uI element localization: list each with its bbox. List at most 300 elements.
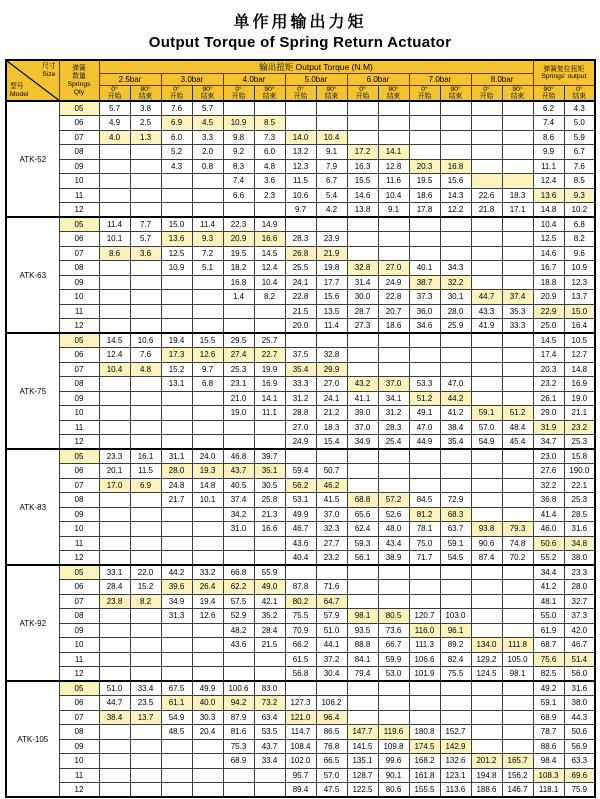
torque-cell bbox=[130, 435, 161, 450]
torque-cell: 156.2 bbox=[502, 768, 533, 783]
torque-cell: 84.1 bbox=[347, 652, 378, 667]
torque-cell: 93.5 bbox=[347, 623, 378, 638]
torque-cell: 3.3 bbox=[192, 130, 223, 145]
torque-cell: 43.6 bbox=[223, 638, 254, 653]
qty-cell: 07 bbox=[59, 710, 99, 725]
torque-cell: 100.6 bbox=[223, 681, 254, 696]
torque-cell: 7.6 bbox=[564, 159, 595, 174]
torque-cell: 155.5 bbox=[409, 783, 440, 798]
torque-cell: 32.8 bbox=[316, 348, 347, 363]
qty-cell: 07 bbox=[59, 594, 99, 609]
torque-cell: 67.5 bbox=[161, 681, 192, 696]
torque-cell bbox=[440, 246, 471, 261]
torque-cell bbox=[99, 377, 130, 392]
table-row bbox=[6, 493, 595, 508]
torque-cell: 180.8 bbox=[409, 725, 440, 740]
torque-cell: 18.3 bbox=[316, 420, 347, 435]
table-row bbox=[6, 478, 595, 493]
qty-cell: 12 bbox=[59, 435, 99, 450]
table-row bbox=[6, 101, 595, 116]
torque-cell: 7.7 bbox=[130, 217, 161, 232]
torque-cell: 39.0 bbox=[347, 406, 378, 421]
torque-cell: 76.8 bbox=[316, 739, 347, 754]
torque-cell bbox=[471, 145, 502, 160]
torque-cell: 12.6 bbox=[192, 348, 223, 363]
torque-cell: 123.1 bbox=[440, 768, 471, 783]
torque-cell bbox=[378, 449, 409, 464]
torque-cell bbox=[316, 565, 347, 580]
torque-cell bbox=[192, 754, 223, 769]
torque-cell bbox=[99, 203, 130, 218]
torque-cell: 19.4 bbox=[161, 333, 192, 348]
torque-cell: 106.2 bbox=[316, 696, 347, 711]
torque-cell bbox=[285, 449, 316, 464]
torque-cell: 74.8 bbox=[502, 536, 533, 551]
torque-cell bbox=[192, 667, 223, 682]
table-row bbox=[6, 754, 595, 769]
torque-cell: 18.6 bbox=[378, 319, 409, 334]
torque-cell bbox=[378, 246, 409, 261]
torque-cell: 66.8 bbox=[223, 565, 254, 580]
torque-cell bbox=[254, 667, 285, 682]
qty-cell: 08 bbox=[59, 145, 99, 160]
table-row bbox=[6, 246, 595, 261]
qty-cell: 05 bbox=[59, 449, 99, 464]
torque-cell: 62.4 bbox=[347, 522, 378, 537]
torque-cell: 14.6 bbox=[533, 246, 564, 261]
torque-cell bbox=[99, 609, 130, 624]
torque-cell bbox=[130, 768, 161, 783]
torque-cell: 53.5 bbox=[254, 725, 285, 740]
torque-cell: 103.0 bbox=[440, 609, 471, 624]
torque-cell bbox=[378, 696, 409, 711]
torque-cell bbox=[161, 406, 192, 421]
torque-cell bbox=[378, 348, 409, 363]
torque-cell bbox=[99, 667, 130, 682]
torque-cell: 40.0 bbox=[192, 696, 223, 711]
torque-cell: 174.5 bbox=[409, 739, 440, 754]
torque-cell bbox=[130, 507, 161, 522]
torque-cell: 63.7 bbox=[440, 522, 471, 537]
torque-cell bbox=[285, 565, 316, 580]
torque-table bbox=[5, 59, 596, 798]
torque-cell bbox=[409, 145, 440, 160]
torque-cell bbox=[409, 130, 440, 145]
torque-cell: 102.0 bbox=[285, 754, 316, 769]
torque-cell: 57.5 bbox=[223, 594, 254, 609]
torque-cell bbox=[440, 348, 471, 363]
torque-cell: 79.4 bbox=[347, 667, 378, 682]
torque-cell: 37.3 bbox=[564, 609, 595, 624]
torque-cell bbox=[130, 551, 161, 566]
torque-cell: 69.6 bbox=[564, 768, 595, 783]
torque-cell bbox=[347, 565, 378, 580]
torque-cell bbox=[99, 522, 130, 537]
torque-cell bbox=[192, 638, 223, 653]
springs-qty-header: 弹簧 数量 Springs Qty bbox=[59, 60, 99, 101]
torque-cell bbox=[192, 319, 223, 334]
torque-cell: 11.6 bbox=[378, 174, 409, 189]
torque-cell bbox=[254, 203, 285, 218]
torque-cell: 75.3 bbox=[223, 739, 254, 754]
torque-cell bbox=[99, 391, 130, 406]
torque-cell: 142.9 bbox=[440, 739, 471, 754]
torque-cell: 90.6 bbox=[471, 536, 502, 551]
torque-cell: 36.8 bbox=[533, 493, 564, 508]
torque-cell: 8.2 bbox=[254, 290, 285, 305]
torque-cell: 118.1 bbox=[533, 783, 564, 798]
torque-cell bbox=[254, 768, 285, 783]
torque-cell: 59.9 bbox=[378, 652, 409, 667]
torque-cell bbox=[440, 362, 471, 377]
table-row bbox=[6, 304, 595, 319]
torque-cell: 28.0 bbox=[161, 464, 192, 479]
torque-cell: 14.9 bbox=[254, 217, 285, 232]
torque-cell: 13.1 bbox=[161, 377, 192, 392]
torque-cell: 98.4 bbox=[533, 754, 564, 769]
torque-cell bbox=[130, 522, 161, 537]
torque-cell: 43.4 bbox=[378, 536, 409, 551]
torque-cell: 38.7 bbox=[409, 275, 440, 290]
torque-cell: 26.8 bbox=[285, 246, 316, 261]
torque-cell: 7.4 bbox=[533, 116, 564, 131]
model-header-label: 型号 Model bbox=[10, 83, 29, 98]
torque-cell bbox=[99, 188, 130, 203]
torque-cell bbox=[440, 217, 471, 232]
torque-cell: 147.7 bbox=[347, 725, 378, 740]
torque-cell bbox=[223, 768, 254, 783]
torque-cell bbox=[223, 101, 254, 116]
table-row bbox=[6, 217, 595, 232]
torque-cell bbox=[471, 681, 502, 696]
torque-cell: 12.4 bbox=[533, 174, 564, 189]
torque-cell: 124.5 bbox=[471, 667, 502, 682]
torque-cell: 46.2 bbox=[316, 478, 347, 493]
torque-cell: 70.2 bbox=[502, 551, 533, 566]
torque-cell: 17.7 bbox=[316, 275, 347, 290]
torque-cell bbox=[99, 507, 130, 522]
torque-cell bbox=[285, 101, 316, 116]
page-title-zh: 单作用输出力矩 bbox=[233, 14, 367, 31]
torque-cell: 13.2 bbox=[285, 145, 316, 160]
torque-cell: 113.6 bbox=[440, 783, 471, 798]
table-row bbox=[6, 536, 595, 551]
torque-cell: 42.1 bbox=[254, 594, 285, 609]
table-row bbox=[6, 391, 595, 406]
torque-cell: 19.3 bbox=[192, 464, 223, 479]
torque-cell: 37.0 bbox=[378, 377, 409, 392]
torque-cell bbox=[254, 420, 285, 435]
torque-cell: 21.8 bbox=[471, 203, 502, 218]
qty-cell: 05 bbox=[59, 333, 99, 348]
torque-cell bbox=[409, 696, 440, 711]
torque-cell: 35.1 bbox=[254, 464, 285, 479]
torque-cell: 7.4 bbox=[223, 174, 254, 189]
torque-cell bbox=[130, 203, 161, 218]
torque-cell: 13.8 bbox=[347, 203, 378, 218]
torque-cell: 30.5 bbox=[254, 478, 285, 493]
torque-cell bbox=[285, 116, 316, 131]
table-row bbox=[6, 275, 595, 290]
torque-cell: 10.1 bbox=[99, 232, 130, 247]
torque-cell: 82.5 bbox=[533, 667, 564, 682]
torque-cell: 14.5 bbox=[99, 333, 130, 348]
torque-cell: 132.6 bbox=[440, 754, 471, 769]
torque-cell: 4.8 bbox=[254, 159, 285, 174]
torque-cell: 54.9 bbox=[471, 435, 502, 450]
torque-cell: 65.6 bbox=[347, 507, 378, 522]
torque-cell: 95.7 bbox=[285, 768, 316, 783]
torque-cell: 40.5 bbox=[223, 478, 254, 493]
torque-cell bbox=[130, 725, 161, 740]
torque-cell bbox=[99, 739, 130, 754]
torque-cell: 75.5 bbox=[285, 609, 316, 624]
torque-cell: 61.5 bbox=[285, 652, 316, 667]
torque-cell: 10.5 bbox=[564, 333, 595, 348]
torque-cell: 7.6 bbox=[130, 348, 161, 363]
table-row bbox=[6, 319, 595, 334]
torque-cell: 2.0 bbox=[192, 145, 223, 160]
qty-cell: 11 bbox=[59, 188, 99, 203]
torque-cell bbox=[99, 261, 130, 276]
torque-cell: 43.7 bbox=[254, 739, 285, 754]
torque-cell bbox=[440, 696, 471, 711]
table-row bbox=[6, 116, 595, 131]
end-angle-header: 90° 结束 bbox=[254, 86, 285, 102]
torque-cell bbox=[502, 594, 533, 609]
torque-cell bbox=[347, 362, 378, 377]
torque-cell bbox=[471, 217, 502, 232]
torque-cell: 48.5 bbox=[161, 725, 192, 740]
torque-cell: 96.4 bbox=[316, 710, 347, 725]
torque-cell: 25.0 bbox=[533, 319, 564, 334]
torque-cell bbox=[161, 319, 192, 334]
torque-cell bbox=[409, 232, 440, 247]
torque-cell: 14.5 bbox=[254, 246, 285, 261]
torque-cell bbox=[285, 681, 316, 696]
torque-cell bbox=[502, 101, 533, 116]
torque-cell: 32.2 bbox=[440, 275, 471, 290]
torque-cell: 27.0 bbox=[285, 420, 316, 435]
torque-cell: 28.3 bbox=[285, 232, 316, 247]
qty-cell: 06 bbox=[59, 580, 99, 595]
torque-cell: 129.2 bbox=[471, 652, 502, 667]
qty-cell: 08 bbox=[59, 493, 99, 508]
table-row bbox=[6, 449, 595, 464]
table-row bbox=[6, 667, 595, 682]
torque-cell bbox=[409, 449, 440, 464]
torque-cell bbox=[471, 739, 502, 754]
torque-cell bbox=[440, 449, 471, 464]
torque-cell bbox=[502, 391, 533, 406]
torque-cell bbox=[502, 739, 533, 754]
torque-cell bbox=[130, 536, 161, 551]
torque-cell: 98.1 bbox=[347, 609, 378, 624]
start-angle-header: 0° 开始 bbox=[347, 86, 378, 102]
torque-cell: 13.6 bbox=[533, 188, 564, 203]
torque-cell bbox=[502, 449, 533, 464]
title-block bbox=[0, 0, 600, 51]
torque-cell: 9.6 bbox=[564, 246, 595, 261]
torque-cell: 10.9 bbox=[161, 261, 192, 276]
torque-cell: 108.3 bbox=[533, 768, 564, 783]
table-row bbox=[6, 377, 595, 392]
torque-cell: 17.4 bbox=[533, 348, 564, 363]
torque-cell: 56.2 bbox=[285, 478, 316, 493]
torque-cell: 12.4 bbox=[99, 348, 130, 363]
torque-cell bbox=[471, 725, 502, 740]
torque-cell: 25.5 bbox=[285, 261, 316, 276]
torque-cell bbox=[223, 435, 254, 450]
torque-cell: 16.3 bbox=[347, 159, 378, 174]
torque-cell: 20.4 bbox=[192, 725, 223, 740]
torque-cell: 57.0 bbox=[471, 420, 502, 435]
torque-cell bbox=[99, 551, 130, 566]
torque-cell: 18.6 bbox=[409, 188, 440, 203]
output-torque-header: 输出扭矩 Output Torque (N.M) bbox=[99, 60, 533, 74]
torque-cell bbox=[161, 174, 192, 189]
torque-cell: 21.3 bbox=[254, 507, 285, 522]
torque-cell bbox=[409, 101, 440, 116]
torque-cell: 6.9 bbox=[161, 116, 192, 131]
pressure-header: 8.0bar bbox=[471, 74, 533, 86]
torque-cell: 11.4 bbox=[99, 217, 130, 232]
torque-cell bbox=[130, 145, 161, 160]
torque-cell: 37.0 bbox=[347, 420, 378, 435]
torque-cell bbox=[502, 725, 533, 740]
torque-cell: 4.8 bbox=[130, 362, 161, 377]
torque-cell: 23.2 bbox=[316, 551, 347, 566]
torque-cell: 8.6 bbox=[99, 246, 130, 261]
torque-cell bbox=[347, 696, 378, 711]
torque-cell: 23.2 bbox=[564, 420, 595, 435]
torque-cell: 101.9 bbox=[409, 667, 440, 682]
torque-cell bbox=[161, 783, 192, 798]
torque-cell: 28.4 bbox=[254, 623, 285, 638]
torque-cell: 25.3 bbox=[564, 435, 595, 450]
torque-cell bbox=[316, 116, 347, 131]
torque-cell bbox=[192, 435, 223, 450]
torque-cell: 18.3 bbox=[502, 188, 533, 203]
torque-cell: 81.2 bbox=[409, 507, 440, 522]
torque-cell bbox=[440, 145, 471, 160]
torque-cell bbox=[409, 478, 440, 493]
torque-cell: 5.9 bbox=[564, 130, 595, 145]
torque-cell: 50.6 bbox=[564, 725, 595, 740]
torque-cell bbox=[502, 580, 533, 595]
torque-cell: 16.9 bbox=[564, 377, 595, 392]
torque-cell: 49.1 bbox=[409, 406, 440, 421]
torque-cell bbox=[378, 232, 409, 247]
torque-cell: 36.0 bbox=[409, 304, 440, 319]
torque-cell bbox=[378, 333, 409, 348]
torque-cell: 53.3 bbox=[409, 377, 440, 392]
torque-cell bbox=[502, 710, 533, 725]
torque-cell: 14.0 bbox=[285, 130, 316, 145]
torque-cell: 54.9 bbox=[161, 710, 192, 725]
torque-cell bbox=[502, 565, 533, 580]
torque-cell: 152.7 bbox=[440, 725, 471, 740]
torque-cell: 15.0 bbox=[161, 217, 192, 232]
torque-cell: 32.7 bbox=[564, 594, 595, 609]
qty-cell: 10 bbox=[59, 754, 99, 769]
torque-cell: 10.6 bbox=[285, 188, 316, 203]
qty-cell: 05 bbox=[59, 565, 99, 580]
torque-cell: 10.4 bbox=[316, 130, 347, 145]
torque-cell bbox=[471, 391, 502, 406]
torque-cell: 14.8 bbox=[564, 362, 595, 377]
torque-cell bbox=[440, 710, 471, 725]
torque-cell: 23.3 bbox=[99, 449, 130, 464]
torque-cell: 22.9 bbox=[533, 304, 564, 319]
torque-cell: 23.8 bbox=[99, 594, 130, 609]
torque-cell bbox=[440, 594, 471, 609]
torque-cell: 28.0 bbox=[564, 580, 595, 595]
torque-cell: 34.4 bbox=[533, 565, 564, 580]
torque-cell: 93.8 bbox=[471, 522, 502, 537]
size-model-header bbox=[6, 60, 59, 101]
table-row bbox=[6, 348, 595, 363]
torque-cell bbox=[409, 580, 440, 595]
torque-cell bbox=[409, 348, 440, 363]
torque-cell: 72.9 bbox=[440, 493, 471, 508]
qty-cell: 05 bbox=[59, 101, 99, 116]
torque-cell bbox=[161, 522, 192, 537]
torque-cell bbox=[99, 275, 130, 290]
torque-cell: 4.3 bbox=[564, 101, 595, 116]
torque-cell: 21.5 bbox=[254, 638, 285, 653]
torque-cell: 56.9 bbox=[564, 739, 595, 754]
torque-cell bbox=[130, 638, 161, 653]
torque-cell: 68.7 bbox=[533, 638, 564, 653]
torque-cell: 2.5 bbox=[130, 116, 161, 131]
torque-cell: 34.9 bbox=[347, 435, 378, 450]
torque-cell bbox=[130, 261, 161, 276]
torque-cell: 68.9 bbox=[533, 710, 564, 725]
torque-cell: 20.9 bbox=[533, 290, 564, 305]
torque-cell: 37.4 bbox=[502, 290, 533, 305]
torque-cell bbox=[409, 681, 440, 696]
table-row bbox=[6, 435, 595, 450]
torque-cell: 41.1 bbox=[347, 391, 378, 406]
torque-cell: 29.9 bbox=[316, 362, 347, 377]
torque-cell bbox=[471, 377, 502, 392]
torque-cell bbox=[378, 362, 409, 377]
torque-cell: 15.4 bbox=[316, 435, 347, 450]
torque-cell bbox=[502, 261, 533, 276]
torque-cell: 12.7 bbox=[564, 348, 595, 363]
torque-cell: 71.6 bbox=[316, 580, 347, 595]
torque-cell bbox=[347, 246, 378, 261]
qty-cell: 10 bbox=[59, 522, 99, 537]
torque-cell bbox=[440, 565, 471, 580]
torque-cell: 24.0 bbox=[192, 449, 223, 464]
torque-cell bbox=[192, 304, 223, 319]
torque-cell bbox=[285, 333, 316, 348]
torque-cell: 11.1 bbox=[254, 406, 285, 421]
torque-cell bbox=[440, 116, 471, 131]
torque-cell: 114.7 bbox=[285, 725, 316, 740]
torque-cell bbox=[99, 783, 130, 798]
torque-cell: 135.1 bbox=[347, 754, 378, 769]
torque-cell: 14.3 bbox=[440, 188, 471, 203]
torque-cell bbox=[192, 174, 223, 189]
torque-cell: 9.8 bbox=[223, 130, 254, 145]
model-label: ATK-83 bbox=[6, 449, 59, 565]
pressure-header: 6.0bar bbox=[347, 74, 409, 86]
torque-cell: 2.3 bbox=[254, 188, 285, 203]
start-angle-header: 0° 开始 bbox=[161, 86, 192, 102]
